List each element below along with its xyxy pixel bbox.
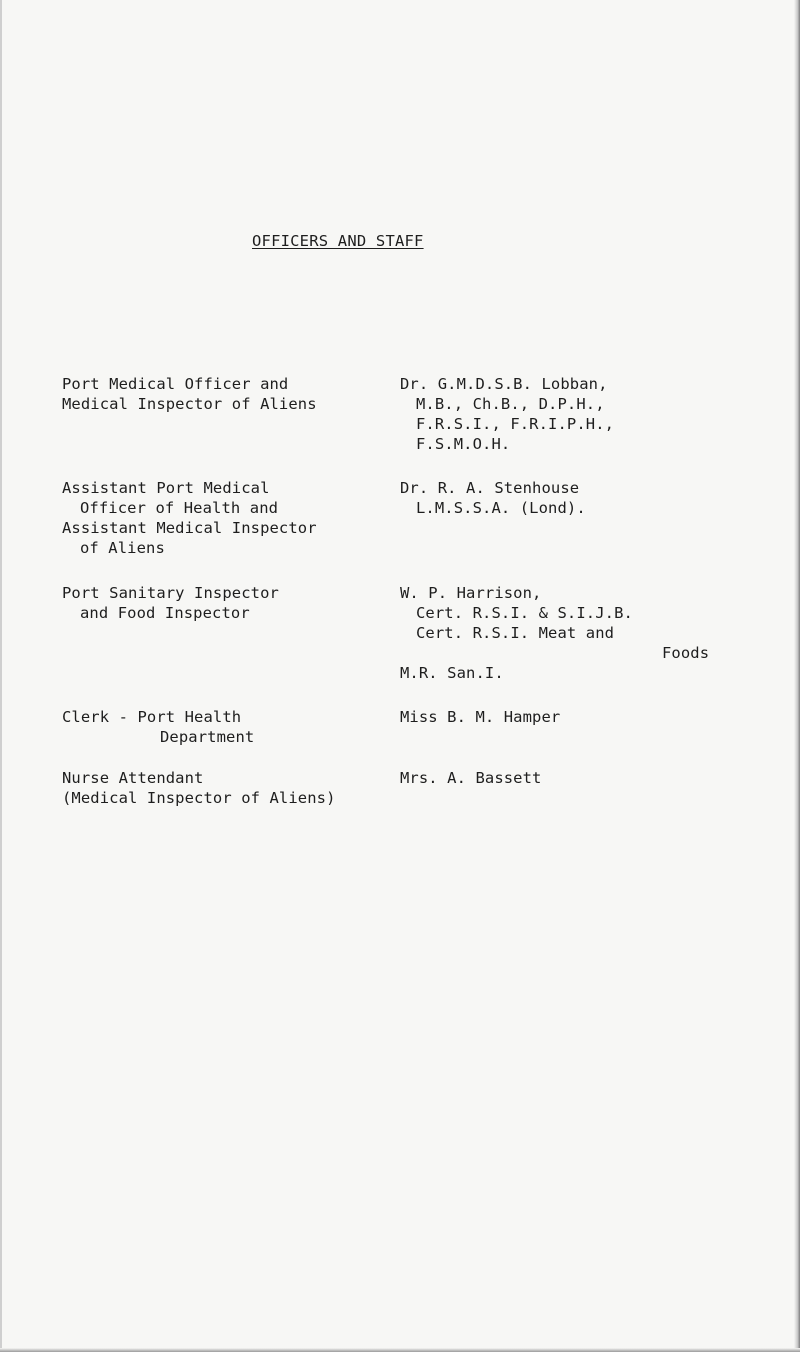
scan-edge-left xyxy=(0,0,2,1352)
role-line: Medical Inspector of Aliens xyxy=(62,395,317,413)
role-line: and Food Inspector xyxy=(80,604,250,622)
role-line: Department xyxy=(160,728,255,746)
name-line: Dr. G.M.D.S.B. Lobban, xyxy=(400,375,608,393)
scan-edge-bottom xyxy=(0,1348,800,1352)
role-line: Port Sanitary Inspector xyxy=(62,584,279,602)
name-line: Miss B. M. Hamper xyxy=(400,708,561,726)
role-line: of Aliens xyxy=(80,539,165,557)
name-line: Dr. R. A. Stenhouse xyxy=(400,479,580,497)
name-line: W. P. Harrison, xyxy=(400,584,542,602)
role-line: (Medical Inspector of Aliens) xyxy=(62,789,336,807)
scan-edge-right xyxy=(794,0,800,1352)
role-line: Clerk - Port Health xyxy=(62,708,242,726)
name-line: Cert. R.S.I. Meat and xyxy=(416,624,615,642)
name-line: L.M.S.S.A. (Lond). xyxy=(416,499,586,517)
name-line: F.S.M.O.H. xyxy=(416,435,511,453)
role-line: Officer of Health and xyxy=(80,499,279,517)
role-line: Port Medical Officer and xyxy=(62,375,289,393)
name-line: F.R.S.I., F.R.I.P.H., xyxy=(416,415,615,433)
role-line: Assistant Medical Inspector xyxy=(62,519,317,537)
name-line: M.R. San.I. xyxy=(400,664,504,682)
role-line: Nurse Attendant xyxy=(62,769,204,787)
name-line: Mrs. A. Bassett xyxy=(400,769,542,787)
name-line: Cert. R.S.I. & S.I.J.B. xyxy=(416,604,633,622)
page-title: OFFICERS AND STAFF xyxy=(252,232,424,250)
name-line: M.B., Ch.B., D.P.H., xyxy=(416,395,605,413)
name-line: Foods xyxy=(662,644,710,662)
role-line: Assistant Port Medical xyxy=(62,479,270,497)
